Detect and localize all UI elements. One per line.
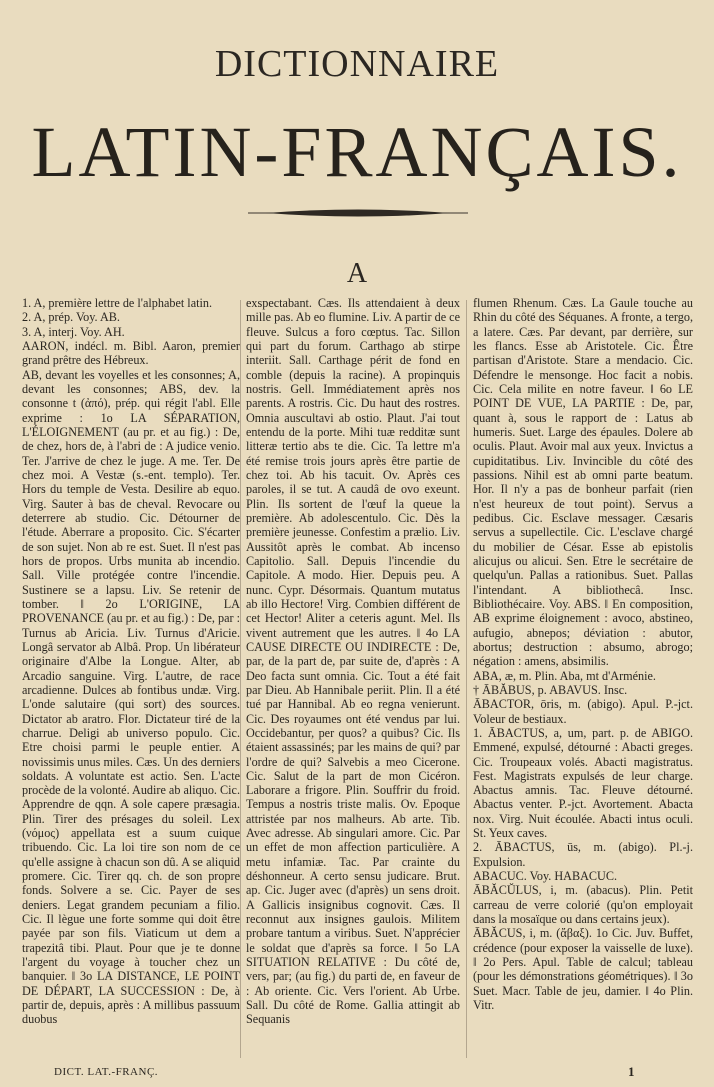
title-dictionnaire: DICTIONNAIRE xyxy=(214,43,500,85)
title-latin-francais: LATIN-FRANÇAIS. xyxy=(31,112,683,192)
text-column-1 xyxy=(22,296,240,1062)
text-column-3 xyxy=(473,296,693,1062)
column-divider xyxy=(240,300,241,1058)
page-number: 1 xyxy=(628,1064,635,1079)
column-1-text: 1. A, première lettre de l'alphabet latin. 2. A, prép. Voy. AB. 3. A, interj. Voy. AH. AARON, indécl. m. Bibl. Aaron, premier grand prêtre des Hébreux. AB, devant les voyelles et les consonnes; A, devant les consonnes; ABS, dev. la consonne t (ἀπό), prép. qui régit l'abl. Elle exprime : 1o LA SÉPARATION, L'ÉLOIGNEMENT (au pr. et au fig.) : De, de chez, hors de, à l'abri de : A judice venio. Ter. J'arrive de chez le juge. A me. Ter. De chez moi. A Vestæ (s.-ent. templo). Ter. Hors du temple de Vesta. Desilire ab equo. Virg. Sauter à bas de cheval. Revocare ou deterrere ab studio. Cic. Détourner de l'étude. Aberrare a proposito. Cic. S'écarter de son sujet. Non ab re est. Suet. Il n'est pas hors de propos. Urbs munita ab incendio. Sall. Ville protégée contre l'incendie. Sustinere se a lapsu. Liv. Se retenir de tomber. ‖ 2o L'ORIGINE, LA PROVENANCE (au pr. et au fig.) : De, par : Turnus ab Aricia. Liv. Turnus d'Aricie. Longâ servator ab Albâ. Prop. Un libérateur originaire d'Albe la Longue. Alter, ab Arcadio sanguine. Virg. L'autre, de race arcadienne. Dulces ab fontibus undæ. Virg. L'onde salutaire (qui sort) des sources. Dictator ab aratro. Flor. Dictateur tiré de la charrue. Deligi ab universo populo. Cic. Etre choisi parmi le peuple entier. A novissimis unus miles. Cæs. Un des derniers soldats. A voluntate est actio. Sen. L'acte procède de la volonté. Audire ab aliquo. Cic. Apprendre de qqn. A sole capere præsagia. Plin. Tirer des présages du soleil. Lex (νόμος) appellata est a suum cuique tribuendo. Cic. La loi tire son nom de ce qu'elle assigne à chacun son dû. A se aliquid promere. Cic. Tirer qq. ch. de son propre fonds. Solvere a se. Cic. Payer de ses deniers. Legat grandem pecuniam a filio. Cic. Il lègue une forte somme qui doit être payée par son fils. Viaticum ut dem a trapezitâ tibi. Plaut. Pour que je te donne l'argent du voyage à toucher chez un banquier. ‖ 3o LA DISTANCE, LE POINT DE DÉPART, LA SUCCESSION : De, à partir de, depuis, après : A millibus passuum duobus xyxy=(22,296,240,1027)
section-letter-a: A xyxy=(346,258,368,289)
column-3-text: flumen Rhenum. Cæs. La Gaule touche au Rhin du côté des Séquanes. A fronte, a tergo, a latere. Cæs. Par devant, par derrière, sur les flancs. Esse ab Aristotele. Cic. Être partisan d'Aristote. Stare a mendacio. Cic. Défendre le mensonge. Hoc facit a nobis. Cic. Cela milite en notre faveur. ‖ 6o LE POINT DE VUE, LA PARTIE : De, par, quant à, sous le rapport de : Latus ab humeris. Suet. Large des épaules. Dolere ab oculis. Plaut. Avoir mal aux yeux. Invictus a cupiditatibus. Liv. Invincible du côté des passions. Nihil est ab omni parte beatum. Hor. Il n'y a pas de bonheur parfait (rien n'est heureux de tout point). Servus a pedibus. Cic. Esclave messager. Cæsaris servus a supellectile. Cic. L'esclave chargé du mobilier de César. Esse ab epistolis alicujus ou alicui. Sen. Etre le secrétaire de quelqu'un. Pallas a rationibus. Suet. Pallas l'intendant. A bibliothecâ. Insc. Bibliothécaire. Voy. ABS. ‖ En composition, AB exprime éloignement : avoco, abstineo, aufugio, abnepos; déviation : abutor, abortus; destruction : absumo, abrogo; négation : amens, absimilis. ABA, æ, m. Plin. Aba, mt d'Arménie. † ĀBĂBUS, p. ABAVUS. Insc. ĀBACTOR, ōris, m. (abigo). Apul. P.-jct. Voleur de bestiaux. 1. ĀBACTUS, a, um, part. p. de ABIGO. Emmené, expulsé, détourné : Abacti greges. Cic. Troupeaux volés. Abacti magistratus. Fest. Magistrats expulsés de leur charge. Abactus amnis. Tac. Fleuve détourné. Abactus venter. P.-jct. Avortement. Abacta nox. Virg. Nuit écoulée. Abacti intus oculi. St. Yeux caves. 2. ĀBACTUS, ūs, m. (abigo). Pl.-j. Expulsion. ABACUC. Voy. HABACUC. ĀBĂCŬLUS, i, m. (abacus). Plin. Petit carreau de verre colorié (qu'on employait dans la mosaïque ou dans certains jeux). ĀBĂCUS, i, m. (ἄβαξ). 1o Cic. Juv. Buffet, crédence (pour exposer la vaisselle de luxe). ‖ 2o Pers. Apul. Table de calcul; tableau (pour les démonstrations géométriques). ‖ 3o Suet. Macr. Table de jeu, damier. ‖ 4o Plin. Vitr. xyxy=(473,296,693,1013)
column-2-text: exspectabant. Cæs. Ils attendaient à deux mille pas. Ab eo flumine. Liv. A partir de ce fleuve. Sulcus a foro cœptus. Tac. Sillon qui part du forum. Carthago ab stirpe interiit. Sall. Carthage périt de fond en comble (depuis la racine). A propinquis nostris. Gell. Immédiatement après nos parents. A rostris. Cic. Du haut des rostres. Omnia auscultavi ab ostio. Plaut. J'ai tout entendu de la porte. Mihi tuæ redditæ sunt litteræ tertio abs te die. Cic. Ta lettre m'a été remise trois jours après être partie de chez toi. Ab his tacuit. Ov. Après ces paroles, il se tut. A caudâ de ovo exeunt. Plin. Ils sortent de l'œuf la queue la première. Ab adolescentulo. Cic. Dès la première jeunesse. Confestim a prælio. Liv. Aussitôt après le combat. Ab incenso Capitolio. Sall. Depuis l'incendie du Capitole. A modo. Hier. Depuis peu. A nunc. Cypr. Désormais. Quantum mutatus ab illo Hectore! Virg. Combien différent de cet Hector! Aliter a ceteris agunt. Mel. Ils vivent autrement que les autres. ‖ 4o LA CAUSE DIRECTE OU INDIRECTE : De, par, de la part de, par suite de, d'après : A Deo facta sunt omnia. Cic. Tout a été fait par Dieu. Ab Hannibale periit. Plin. Il a été tué par Hannibal. Ab eo regna venierunt. Cic. Des royaumes ont été vendus par lui. Occidebantur, per quos? a quibus? Cic. Ils étaient assassinés; par les mains de qui? par l'ordre de qui? Salvebis a meo Cicerone. Cic. Salut de la part de mon Cicéron. Laborare a frigore. Plin. Souffrir du froid. Tempus a nostris triste malis. Ov. Epoque attristée par nos malheurs. Ab arte. Tib. Avec adresse. Ab singulari amore. Cic. Par un effet de mon affection particulière. A metu infamiæ. Tac. Par crainte du déshonneur. A certo sensu judicare. Brut. ap. Cic. Juger avec (d'après) un sens droit. A Gallicis insignibus cognovit. Cæs. Il reconnut aux insignes gaulois. Militem probare tantum a viribus. Suet. N'apprécier le soldat que d'après sa force. ‖ 5o LA SITUATION RELATIVE : Du côté de, vers, par; (au fig.) du parti de, en faveur de : Ab oriente. Cic. Vers l'orient. Ab Urbe. Sall. Du côté de Rome. Gallia attingit ab Sequanis xyxy=(246,296,460,1027)
ornamental-rule xyxy=(246,206,470,220)
column-divider xyxy=(466,300,467,1058)
footer-signature: DICT. LAT.-FRANÇ. xyxy=(54,1066,159,1078)
text-column-2 xyxy=(246,296,460,1062)
